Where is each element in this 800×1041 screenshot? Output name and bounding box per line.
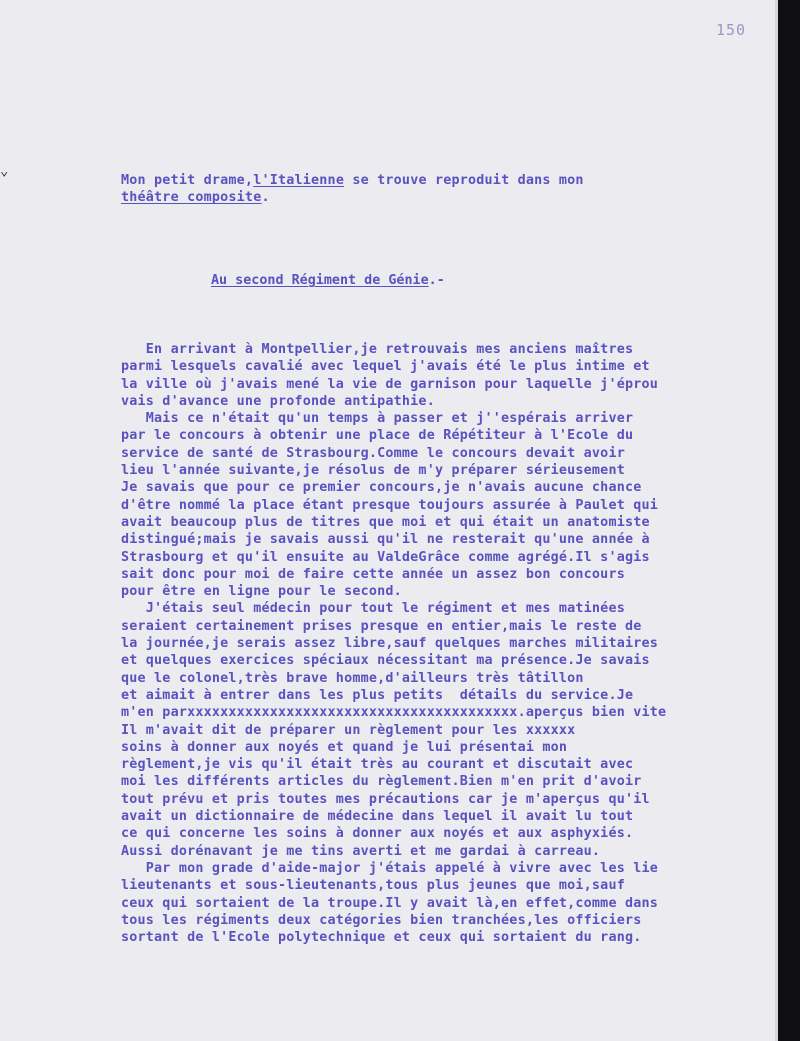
scan-edge [778, 0, 800, 1041]
body-line: vais d'avance une profonde antipathie. [121, 393, 435, 409]
body-line: m'en parxxxxxxxxxxxxxxxxxxxxxxxxxxxxxxxxxxxxxxxx.aperçus bien vite [121, 705, 667, 721]
intro-line2-after: . [261, 190, 270, 206]
body-text [121, 341, 666, 946]
body-line: Mais ce n'était qu'un temps à passer et j''espérais arriver [121, 411, 634, 427]
body-line: que le colonel,très brave homme,d'ailleurs très tâtillon [121, 670, 584, 686]
intro-title-theatre: théâtre composite [121, 190, 262, 206]
body-line: et quelques exercices spéciaux nécessitant ma présence.Je savais [121, 653, 650, 669]
body-line: Il m'avait dit de préparer un règlement pour les xxxxxx [121, 722, 576, 738]
body-line: règlement,je vis qu'il était très au courant et discutait avec [121, 757, 634, 773]
section-heading-suffix: .- [428, 273, 445, 288]
body-line: moi les différents articles du règlement.Bien m'en prit d'avoir [121, 774, 642, 790]
body-line: la ville où j'avais mené la vie de garnison pour laquelle j'éprou [121, 376, 659, 392]
body-line: Strasbourg et qu'il ensuite au ValdeGrâce comme agrégé.Il s'agis [121, 549, 650, 565]
body-line: ceux qui sortaient de la troupe.Il y avait là,en effet,comme dans [121, 895, 659, 911]
intro-line1-after: se trouve reproduit dans mon [344, 173, 584, 188]
body-line: service de santé de Strasbourg.Comme le concours devait avoir [121, 445, 625, 461]
body-line: avait un dictionnaire de médecine dans lequel il avait lu tout [121, 809, 634, 825]
body-line: tout prévu et pris toutes mes précautions car je m'aperçus qu'il [121, 791, 650, 807]
body-line: J'étais seul médecin pour tout le régiment et mes matinées [121, 601, 625, 617]
body-line: lieutenants et sous-lieutenants,tous plus jeunes que moi,sauf [121, 878, 625, 894]
intro-paragraph [121, 172, 584, 207]
body-line: Par mon grade d'aide-major j'étais appelé à vivre avec les lie [121, 860, 659, 876]
body-line: lieu l'année suivante,je résolus de m'y préparer sérieusement [121, 463, 625, 479]
body-line: ce qui concerne les soins à donner aux noyés et aux asphyxiés. [121, 826, 634, 842]
body-line: seraient certainement prises presque en entier,mais le reste de [121, 618, 642, 634]
body-line: tous les régiments deux catégories bien tranchées,les officiers [121, 912, 642, 928]
page-number: 150 [716, 21, 747, 39]
body-line: pour être en ligne pour le second. [121, 584, 402, 600]
section-heading-title: Au second Régiment de Génie [211, 273, 429, 288]
body-line: soins à donner aux noyés et quand je lui présentai mon [121, 739, 568, 755]
body-line: En arrivant à Montpellier,je retrouvais mes anciens maîtres [121, 342, 634, 357]
body-line: distingué;mais je savais aussi qu'il ne resterait qu'une année à [121, 532, 650, 548]
margin-mark: ⌄ [0, 163, 9, 179]
body-line: par le concours à obtenir une place de Répétiteur à l'Ecole du [121, 428, 634, 444]
body-line: parmi lesquels cavalié avec lequel j'avais été le plus intime et [121, 359, 650, 375]
intro-line1-before: Mon petit drame, [121, 173, 254, 188]
section-heading [211, 273, 445, 288]
body-line: la journée,je serais assez libre,sauf quelques marches militaires [121, 636, 659, 652]
body-line: d'être nommé la place étant presque toujours assurée à Paulet qui [121, 497, 659, 513]
body-line: sait donc pour moi de faire cette année un assez bon concours [121, 566, 625, 582]
body-line: sortant de l'Ecole polytechnique et ceux qui sortaient du rang. [121, 930, 642, 946]
body-line: et aimait à entrer dans les plus petits détails du service.Je [121, 687, 634, 703]
body-line: avait beaucoup plus de titres que moi et qui était un anatomiste [121, 514, 650, 530]
intro-title-italienne: l'Italienne [253, 173, 345, 188]
body-line: Je savais que pour ce premier concours,je n'avais aucune chance [121, 480, 642, 496]
body-line: Aussi dorénavant je me tins averti et me gardai à carreau. [121, 843, 601, 859]
